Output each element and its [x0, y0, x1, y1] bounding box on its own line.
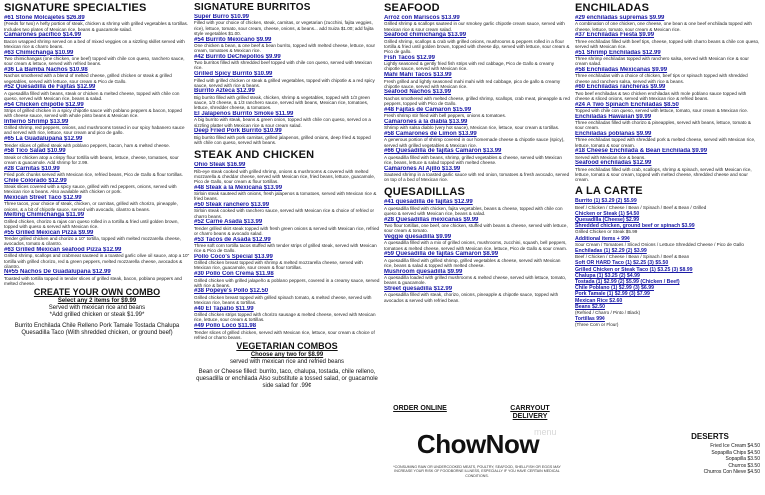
- section-title: SIGNATURE BURRITOS: [194, 2, 311, 13]
- menu-list: [194, 162, 380, 340]
- menu-item[interactable]: [4, 178, 190, 195]
- item-name: #65 La Guadalupana $12.99: [4, 136, 83, 143]
- item-desc: One chicken & bean, & one beef & bean burrito, topped with melted cheese, lettuce, sour cream, tomatoes & Mexican rice.: [194, 42, 376, 54]
- item-desc: A quesadilla filled with grilled shrimp, grilled vegetables & cheese, served with Mexican rice, beans & salad & topped with melted cheese.: [384, 257, 561, 268]
- alacarte-row[interactable]: [575, 223, 761, 235]
- column-enchiladas-alacarte: [575, 0, 761, 495]
- item-name: #48 Steak a la Mexicana $13.99: [194, 184, 283, 191]
- menu-item[interactable]: [575, 32, 761, 49]
- chownow-footer: [384, 405, 570, 495]
- item-desc: Three enchiladas filled with chorizo & pineapples, served with beans, lettuce, tomato & sour cream.: [575, 120, 751, 131]
- item-name: Mushroom quesadilla $9.99: [384, 268, 463, 275]
- menu-item[interactable]: [194, 202, 380, 219]
- menu-item[interactable]: [4, 119, 190, 136]
- item-desc: Tender grilled chicken and chorizo a 10" tortilla, topped with melted mozzarella cheese, avocados, tomato & cilantro.: [4, 236, 181, 247]
- item-desc: Served with Mexican rice & beans.: [575, 154, 646, 160]
- item-name: #28 Quesadillas mexicanas $9.99: [384, 216, 479, 223]
- menu-item[interactable]: [575, 148, 761, 160]
- menu-item[interactable]: [384, 251, 570, 268]
- menu-item[interactable]: [194, 288, 380, 305]
- section-title: QUESADILLAS: [384, 186, 466, 199]
- menu-item[interactable]: [4, 32, 190, 49]
- menu-item[interactable]: [384, 32, 570, 54]
- menu-item[interactable]: [4, 102, 190, 119]
- menu-item[interactable]: [194, 162, 380, 184]
- item-desc: Three shrimp enchiladas topped with ranchero salsa, served with Mexican rice & sour cream salad.: [575, 56, 749, 67]
- alacarte-name: Enchiladas (1) $2.29 (2) $3.99: [575, 248, 647, 255]
- item-name: Super Burro $10.99: [194, 14, 250, 20]
- alacarte-sub: Grilled Chicken or Steak $5.99: [575, 229, 638, 235]
- item-desc: A big burrito with steak, beans & green onion, topped with chile con queso, served on a sizzling platter with Mexican rice & sour cream salad.: [194, 117, 371, 128]
- menu-item[interactable]: [575, 102, 761, 114]
- item-name: #50 Steak ranchero $13.99: [194, 201, 270, 208]
- menu-item[interactable]: [194, 71, 380, 88]
- menu-item[interactable]: [4, 84, 190, 101]
- item-desc: Nachos smothered with a blend of melted cheese, grilled chicken or steak & grilled vegetables, served with lettuce, sour cream & Pico de Gallo.: [4, 73, 172, 84]
- dessert-row[interactable]: Fried Ice Cream $4.50: [710, 443, 760, 449]
- item-desc: Fresh shrimp stir fried with bell peppers, onions & tomatoes.: [384, 113, 507, 119]
- order-online-link[interactable]: ORDER ONLINE: [393, 405, 447, 412]
- item-name: Enchiladas Hawaiian $9.99: [575, 113, 652, 120]
- desserts-box: [660, 432, 760, 476]
- section-title: SIGNATURE SPECIALTIES: [4, 2, 147, 14]
- alacarte-row[interactable]: [575, 198, 761, 210]
- combo-price-line: Select any 2 items for $9.99: [57, 298, 137, 305]
- menu-item[interactable]: [384, 72, 570, 89]
- item-desc: A quesadilla filled with chicken, fajita vegetables, beans & cheese, topped with chile con queso & served with Mexican rice, beans & salad.: [384, 205, 563, 217]
- item-desc: Three soft corn tortilla tacos stuffed with tender strips of grilled steak, served with Mexican rice & Pico de Gallo.: [194, 242, 377, 254]
- column-seafood-quesadillas: [384, 0, 570, 405]
- menu-item[interactable]: [4, 269, 190, 286]
- menu-item[interactable]: [384, 286, 570, 303]
- item-name: #49 Pollo Loco $11.98: [194, 323, 257, 330]
- combo-heading: CREATE YOUR OWN COMBO: [33, 287, 161, 298]
- section-title: ENCHILADAS: [575, 2, 650, 14]
- item-desc: Two chimichangas (one chicken, one beef) topped with chile con queso, ranchero sauce, sour cream & lettuce, served with refried beans.: [4, 56, 185, 67]
- menu-item[interactable]: [575, 50, 761, 67]
- item-desc: Three enchiladas with a choice of chicken, beef tips or spinach topped with shredded cheese and ranchero salsa, served with rice & beans.: [575, 73, 748, 84]
- menu-item[interactable]: [194, 271, 380, 288]
- alacarte-sub: Beef / Chicken / Cheese / Bean / Spinach / Beef & Bean: [575, 254, 690, 260]
- menu-item[interactable]: [194, 254, 380, 271]
- combo-served-line: Served with mexican rice and beans: [48, 305, 146, 312]
- item-desc: A quesadilla loaded with grilled mushrooms & melted cheese, served with lettuce, tomato, beans & guacamole.: [384, 275, 567, 286]
- menu-item[interactable]: [575, 114, 761, 131]
- item-name: Pollo Coco's Special $13.99: [194, 253, 273, 260]
- alacarte-name: Chalupa (1) $3.25 (2) $4.99: [575, 272, 640, 279]
- item-desc: Grilled chicken breast topped with shrimp & melted mozzarella cheese, served with Mexican rice, guacamole, sour cream & flour tortillas.: [194, 260, 363, 271]
- menu-list: [4, 15, 190, 286]
- item-name: Melting Chimichanga $11.99: [4, 212, 85, 219]
- alacarte-name: Soft OR HARD Taco (1) $2.25 (3) $5.50: [575, 260, 669, 267]
- item-desc: A quesadilla filled with a mix of grilled onions, mushrooms, zucchini, squash, bell peppers, tomatoes & melted cheese, served with Mexican rice, lettuce, Pico de Gallo & sour cream.: [384, 240, 568, 251]
- item-desc: Fresh grilled and lightly seasoned mahi mahi with red cabbage, pico de gallo & creamy chipotle sauce, served with Mexican rice.: [384, 78, 561, 89]
- column-signature-specialties: [4, 0, 190, 495]
- item-name: Mahi Mahi Tacos $13.99: [384, 72, 452, 79]
- menu-item[interactable]: [4, 67, 190, 84]
- chownow-logo[interactable]: ChowNow: [416, 429, 540, 459]
- item-desc: Tender slices of grilled chicken, served with Mexican rice, lettuce, sour cream & choice of refried or charro beans.: [194, 329, 375, 340]
- item-desc: Three enchiladas filled with crab, scallops, shrimp & spinach, served with Mexican rice, lettuce, tomato & sour cream, topped with melted cheese, shredded cheese and sour cream.: [575, 166, 752, 183]
- item-desc: A quesadilla filled with beans, shrimp, grilled vegetables & cheese, served with Mexican rice, beans, lettuce & salad topped with melted cheese.: [384, 154, 562, 165]
- item-name: #52 Quesadilla de Fajitas $12.99: [4, 84, 96, 91]
- alacarte-name: Chile Poblano (1) $2.99 (3) $6.99: [575, 285, 654, 292]
- item-desc: Three enchiladas filled with beef tips, cheese, topped with charro beans & chile con queso, served with Mexican rice.: [575, 38, 760, 49]
- menu-item[interactable]: [575, 67, 761, 84]
- menu-item[interactable]: [194, 37, 380, 54]
- item-name: Chile Colorado $12.99: [4, 177, 67, 184]
- menu-item[interactable]: [4, 15, 190, 32]
- alacarte-sub: (Refried / Charro / Pinto / Black): [575, 310, 641, 316]
- item-name: #58 Enchiladas Mexicanas $9.99: [575, 66, 668, 73]
- menu-item[interactable]: [4, 136, 190, 148]
- alacarte-name: Additional items + 99¢: [575, 235, 630, 242]
- dessert-row[interactable]: Sopapilla Chips $4.50: [711, 449, 760, 456]
- menu-item[interactable]: [384, 234, 570, 251]
- combo-addon-line: *Add grilled chicken or steak $1.99*: [49, 312, 145, 319]
- item-desc: Filled with your choice of chicken, steak, carnitas, or vegetarian (zucchini, fajita veggies, rice), lettuce, tomato, sour cream, cheese, onions, & beans... add Suiza $1.00; add fajita style vegetables $1.00.: [194, 20, 374, 36]
- item-name: #30 Pollo Con Crema $11.98: [194, 271, 274, 278]
- item-name: #40 El Tapatio $11.99: [194, 305, 254, 312]
- menu-item[interactable]: [194, 219, 380, 236]
- item-desc: Filled with grilled chicken or steak & grilled vegetables, topped with chipotle & a red spicy sauce, served with rice & beans.: [194, 77, 375, 88]
- menu-item[interactable]: [194, 88, 380, 110]
- item-name: #48 Fajitas de Camaron $15.99: [384, 106, 472, 113]
- menu-item[interactable]: [194, 111, 380, 128]
- item-name: #63 Grilled Mexican seafood Pizza $12.99: [4, 246, 122, 253]
- menu-watermark: menu: [534, 427, 557, 437]
- item-name: #60 Enchiladas rancheras $9.99: [575, 84, 666, 91]
- item-desc: Fried pork chunks served with Mexican rice, refried beans, Pico de Gallo & flour tortillas.: [4, 172, 183, 178]
- menu-item[interactable]: [384, 107, 570, 119]
- section-title: A LA CARTE: [575, 185, 643, 198]
- veg-price-line: Choose any two for $8.99: [250, 351, 324, 358]
- carryout-delivery-link[interactable]: CARRYOUT DELIVERY: [510, 405, 550, 420]
- item-desc: A quesadilla filled with steak, chorizo, onions, pineapple & chipotle sauce, topped with avocados & served with refried bean.: [384, 292, 559, 303]
- item-desc: Steak or chicken atop a crispy flour tortilla with beans, lettuce, cheese, tomatoes, sour cream & guacamole. Add shrimp for 2.99.: [4, 154, 179, 165]
- item-desc: Tender slices of grilled steak with poblano peppers, bacon, ham & melted cheese.: [4, 142, 170, 148]
- menu-item[interactable]: [194, 237, 380, 254]
- menu-item[interactable]: [4, 148, 190, 165]
- item-name: Grilled Spicy Burrito $10.99: [194, 71, 273, 78]
- alacarte-row[interactable]: [575, 248, 761, 260]
- alacarte-name: Chicken or Steak (1) $4.50: [575, 210, 640, 217]
- menu-list: [575, 15, 761, 182]
- item-name: #59 Quesadilla de fajitas Camaron $8.99: [384, 251, 499, 258]
- menu-item[interactable]: [4, 212, 190, 229]
- menu-item[interactable]: [384, 148, 570, 165]
- menu-item[interactable]: [194, 185, 380, 202]
- item-desc: Sauteed shrimp in a toasted garlic sauce with red onion, tomatoes & fresh avocado, served on top of a bed of Mexican rice.: [384, 172, 570, 183]
- item-desc: Three enchiladas topped with shredded pork & melted cheese, served with Mexican rice, lettuce, tomato & sour cream.: [575, 137, 756, 148]
- menu-list: [384, 15, 570, 182]
- menu-item[interactable]: [4, 50, 190, 67]
- item-desc: Two beef enchiladas & two chicken enchiladas with mole poblano sauce topped with cheese & sliced onions, served with Mexican rice & refried beans.: [575, 90, 747, 101]
- item-name: #52 Carne Asada $13.99: [194, 219, 263, 226]
- item-desc: Grilled chicken strips topped with chorizo sausage & melted cheese, served with Mexican rice, lettuce, sour cream & tortillas.: [194, 312, 376, 323]
- item-desc: Sirloin steak sauteed with onions, fresh jalapenos & tomatoes, served with Mexican rice & fried beans.: [194, 191, 377, 202]
- item-name: Burrito Azteca $12.99: [194, 88, 255, 95]
- menu-item[interactable]: [194, 14, 380, 36]
- veg-served-line: served with mexican rice and refried beans: [229, 358, 345, 365]
- item-desc: Sirloin steak cooked with ranchero sauce, served with Mexican rice & choice of refried or charro beans.: [194, 208, 375, 219]
- item-desc: Lightly seasoned & gently fried fish strips with red cabbage, Pico de Gallo & creamy chipotle sauce, served with Mexican rice.: [384, 61, 555, 72]
- menu-item[interactable]: [384, 55, 570, 72]
- item-name: El Jalapenos Burrito Smoke $11.99: [194, 110, 294, 117]
- menu-item[interactable]: [4, 247, 190, 269]
- item-desc: Topped with chile con queso, served with lettuce, tomato, sour cream & Mexican rice.: [575, 107, 749, 113]
- alacarte-sub: Sour Cream / Tomatoes / Sliced Onions / Lettuce Shredded Cheese / Pico de Gallo: [575, 241, 744, 247]
- item-desc: Big burrito filled with grilled steak, chicken, shrimp & vegetables, topped with 1/3 green sauce, 1/3 cheese, & 1/3 ranchero sauce, served with beans, Mexican rice, tomatoes, lettuce, shredder cheese, & tomatoes.: [194, 94, 370, 111]
- item-name: #63 Chimichanga $10.99: [4, 49, 74, 56]
- menu-item[interactable]: [384, 131, 570, 148]
- item-name: #54 Burrito Mexicano $9.99: [194, 36, 272, 43]
- vegetarian-combos: [194, 340, 380, 390]
- dessert-row[interactable]: Sopapilla $3.50: [725, 456, 760, 462]
- item-desc: Grilled shrimp, red peppers, onions, and mushrooms tossed in our spicy habanero sauce and served with rice, lettuce, sour cream and pico de gallo.: [4, 125, 185, 136]
- section-title: STEAK AND CHICKEN: [194, 149, 315, 162]
- menu-item[interactable]: [194, 306, 380, 323]
- item-desc: Tender grilled skirt steak topped with fresh green onions & served with Mexican rice, refried or charro beans & avocado salad.: [194, 225, 380, 236]
- item-name: Camarones Al Ajillo $13.99: [384, 165, 461, 172]
- item-desc: Two flour tortillas, one beef, one chicken, stuffed with beans & cheese, served with lettuce, sour cream & tomato.: [384, 223, 568, 234]
- item-desc: Three tacos, your choice of steak, chicken, or carnitas, grilled with chorizo, pineapple, onions, & a bit of chipotle sauce, served with avocado, cilantro & beans.: [4, 201, 178, 212]
- item-desc: (Feeds for two) A hefty portion of steak, chicken & shrimp with grilled vegetables & tortillas. Includes two plates of Mexican rice, beans & guacamole salad.: [4, 21, 189, 32]
- item-name: Ohio Steak $16.99: [194, 162, 246, 169]
- alacarte-sub: (Three Corn or Flour): [575, 322, 619, 328]
- item-desc: A combination of one chicken, one cheese, one bean & one beef enchilada topped with cheese, lettuce, tomato, sour cream & Mexican rice.: [575, 21, 752, 32]
- raw-food-disclaimer: *CONSUMING RAW OR UNDERCOOKED MEATS, POULTRY, SEAFOOD, SHELLFISH OR EGGS MAY INCREASE YOUR RISK OF FOODBORNE ILLNESS, ESPECIALLY IF YOU HAVE CERTAIN MEDICAL CONDITIONS.: [393, 465, 561, 478]
- item-desc: Bacon wrapped shrimp served on a bed of mixed veggies on a sizzling skillet served with Mexican rice & charro beans.: [4, 38, 185, 49]
- item-name: #51 Shrimp Enchiladas $12.99: [575, 49, 661, 56]
- item-desc: Two burritos filled with shredded beef topped with chile con queso, served with Mexican rice.: [194, 60, 372, 71]
- menu-item[interactable]: [4, 195, 190, 212]
- a-la-carte-section: [575, 185, 761, 328]
- item-name: #61 Stone Molcajetes $26.89: [4, 15, 85, 21]
- alacarte-name: Tostada (1) $2.99 (2) $5.99 (Chicken / Beef): [575, 279, 680, 286]
- item-desc: Rib-eye steak cooked with grilled shrimp, onions & mushrooms & covered with melted mozzarella & cheddar cheese, served with Mexican rice, fried beans, lettuce, guacamole, Pico de Gallo, sour cream & flour tortillas.: [194, 168, 376, 184]
- dessert-row[interactable]: Churros Con Nieve $4.50: [703, 469, 760, 475]
- item-desc: Strips of grilled chicken in a spicy chipotle sauce with poblano peppers & bacon, topped with cheese sauce, served with whole pinto beans & Mexican rice.: [4, 107, 182, 119]
- item-name: #41 quesadilla de fajitas $12.99: [384, 199, 473, 206]
- item-name: #37 Enchiladas Fiesta $9.99: [575, 32, 655, 39]
- alacarte-row[interactable]: [575, 304, 761, 316]
- item-name: #58 Tico Salad $10.99: [4, 148, 66, 155]
- item-name: #18 Cheese Enchilada & Bean Enchilada $9.99: [575, 148, 708, 155]
- item-name: Camarones a la diabla $13.99: [384, 118, 468, 125]
- item-desc: Big burrito filled with pork carnitas, grilled jalapenos, grilled onions, deep fried & topped with chile con queso, served with beans.: [194, 134, 371, 145]
- veg-heading: VEGETARIAN COMBOS: [236, 340, 338, 351]
- item-desc: Nachos smothered with melted cheese, grilled shrimp, scallops, crab meat, pineapple & red peppers, topped with Pico de Gallo.: [384, 95, 570, 107]
- menu-item[interactable]: [384, 89, 570, 106]
- dessert-row[interactable]: Churros $3.50: [728, 462, 760, 469]
- menu-item[interactable]: [384, 166, 570, 183]
- item-name: #24 A Two Spinach Enchiladas $8.50: [575, 101, 679, 108]
- item-name: #66 Quesadilla de fajitas Camaron $13.99: [384, 148, 502, 155]
- item-desc: A generous portion of shrimp covered in our homemade cheese & chipotle sauce (spicy), served with grilled vegetables & Mexican rice.: [384, 137, 565, 148]
- item-name: N#55 Nachos De Guadalupana $12.99: [4, 269, 111, 276]
- item-name: #29 enchiladas supremas $9.99: [575, 15, 665, 21]
- alacarte-row[interactable]: [575, 316, 761, 328]
- item-name: #55 Grilled Mexican Pizza $9.99: [4, 229, 94, 236]
- item-name: Mexican Street Taco $12.99: [4, 195, 82, 202]
- alacarte-name: Pork Tamale (1) $2.99 (3) $7.99: [575, 291, 650, 298]
- desserts-heading: DESERTS: [691, 432, 729, 441]
- item-name: Seafood enchiladas $12.99: [575, 160, 652, 167]
- menu-item[interactable]: [384, 199, 570, 216]
- item-desc: Steak slices covered with a spicy sauce, grilled with red peppers, onions, served with Mexican rice & beans. Also available with chicken or pork.: [4, 184, 177, 195]
- menu-list: [384, 199, 570, 302]
- item-desc: Grilled shrimp, scallops and crabmeat sauteed in a toasted garlic olive oil sauce, atop a 10" tortilla with grilled chorizo, red & green peppers, melted mozzarella cheese, avocados & cilantro.: [4, 253, 190, 269]
- item-name: Fish Tacos $12.99: [384, 54, 435, 61]
- alacarte-name: Tortillas 99¢: [575, 316, 605, 323]
- item-desc: A quesadilla filled with beans, steak or chicken & melted cheese, topped with chile con queso, served with Mexican rice, beans & salad.: [4, 90, 180, 101]
- item-name: #53 Tacos de Asada $12.99: [194, 236, 271, 243]
- item-desc: Shrimp with salsa diablo (very hot sauce), Mexican rice, lettuce, sour cream & tortillas.: [384, 125, 560, 131]
- alacarte-row[interactable]: [575, 236, 761, 248]
- item-name: Seafood chimichanga $13.99: [384, 32, 467, 39]
- item-name: Camarones pacifico $14.99: [4, 32, 82, 39]
- item-desc: Grilled chicken breast topped with grilled spinach tomato, & melted cheese, served with Mexican rice, beans & tortillas.: [194, 294, 372, 306]
- item-name: Enchiladas poblanas $9.99: [575, 130, 652, 137]
- menu-item[interactable]: [4, 230, 190, 247]
- item-name: #42 Burrito DeChepollos $9.99: [194, 53, 281, 60]
- item-name: #28 Carnitas $10.99: [4, 165, 60, 172]
- item-name: Infierno Shrimp $13.99: [4, 118, 69, 125]
- item-name: Arroz con Mariscos $13.99: [384, 15, 460, 21]
- item-name: #36 La Bamba Nachos $10.98: [4, 66, 88, 73]
- item-name: Deep Fried Pork Burrito $10.99: [194, 128, 282, 135]
- menu-item[interactable]: [194, 323, 380, 340]
- alacarte-name: Quesadilla (Cheese) $2.99: [575, 217, 640, 224]
- item-desc: Grilled shrimp, scallops & crab with grilled onions, mushrooms & peppers rolled in a flour tortilla & fried until golden brown, topped with cheese dip, served with lettuce, sour cream & Pico de gallo.: [384, 38, 570, 55]
- item-name: #54 Chicken chipotle $12.99: [4, 101, 84, 108]
- section-title: SEAFOOD: [384, 2, 440, 14]
- alacarte-name: Burrito (1) $3.29 (2) $5.99: [575, 198, 637, 205]
- combo-options: Burrito Enchilada Chile Relleno Pork Tamale Tostada Chalupa Quesadilla Taco (With shredded chicken, or ground beef): [14, 323, 180, 337]
- item-name: Seafood Nachos $13.99: [384, 89, 452, 96]
- item-name: #38 Popeye's Pollo $12.50: [194, 288, 269, 295]
- menu-item[interactable]: [575, 160, 761, 182]
- menu-item[interactable]: [384, 15, 570, 32]
- item-desc: Grilled shrimp & scallops sauteed in our smokey garlic chipotle cream sauce, served with Mexican rice & sour cream salad.: [384, 21, 565, 32]
- alacarte-sub: Beef / Chicken / Cheese / Bean / Spinach / Beef & Bean / Grilled: [575, 204, 707, 210]
- menu-item[interactable]: [575, 84, 761, 101]
- item-name: #58 Camarones de Limon $13.99: [384, 130, 477, 137]
- item-desc: Grilled chicken with grilled jalapeño & poblano peppers, covered in a creamy sauce, served with rice & beans.: [194, 277, 380, 288]
- alacarte-name: Shredded chicken, ground beef or spinach $3.99: [575, 223, 695, 230]
- menu-item[interactable]: [575, 131, 761, 148]
- item-name: Street quesadilla $12.99: [384, 285, 453, 292]
- menu-item[interactable]: [194, 128, 380, 145]
- menu-item[interactable]: [384, 269, 570, 286]
- create-your-own-combo: [4, 289, 190, 337]
- menu-item[interactable]: [4, 166, 190, 178]
- item-name: Veggie quesadilla $9.99: [384, 234, 452, 241]
- menu-item[interactable]: [384, 119, 570, 131]
- menu-item[interactable]: [384, 217, 570, 234]
- alacarte-name: Mexican Rice $2.60: [575, 297, 623, 304]
- menu-item[interactable]: [575, 15, 761, 32]
- menu-list: [194, 14, 380, 145]
- menu-item[interactable]: [194, 54, 380, 71]
- item-desc: Toasted with tortilla topped in tender slices of grilled steak, bacon, poblano peppers and melted cheese.: [4, 275, 182, 287]
- veg-options: Bean or Cheese filled: burrito, taco, chalupa, tostada, chile relleno, quesadilla or enchilada Also substitute a tossed salad, or guacamole side salad for .99¢: [196, 368, 378, 389]
- alacarte-name: Beans $2.50: [575, 303, 605, 310]
- alacarte-name: Grilled Chicken or Steak Taco (1) $3.25 (3) $8.99: [575, 266, 693, 273]
- column-burritos-steak: [194, 0, 380, 495]
- item-desc: Grilled chicken, chorizo & rajas con queso rolled in a tortilla & fried until golden brown, topped with queso & served with Mexican rice.: [4, 218, 179, 229]
